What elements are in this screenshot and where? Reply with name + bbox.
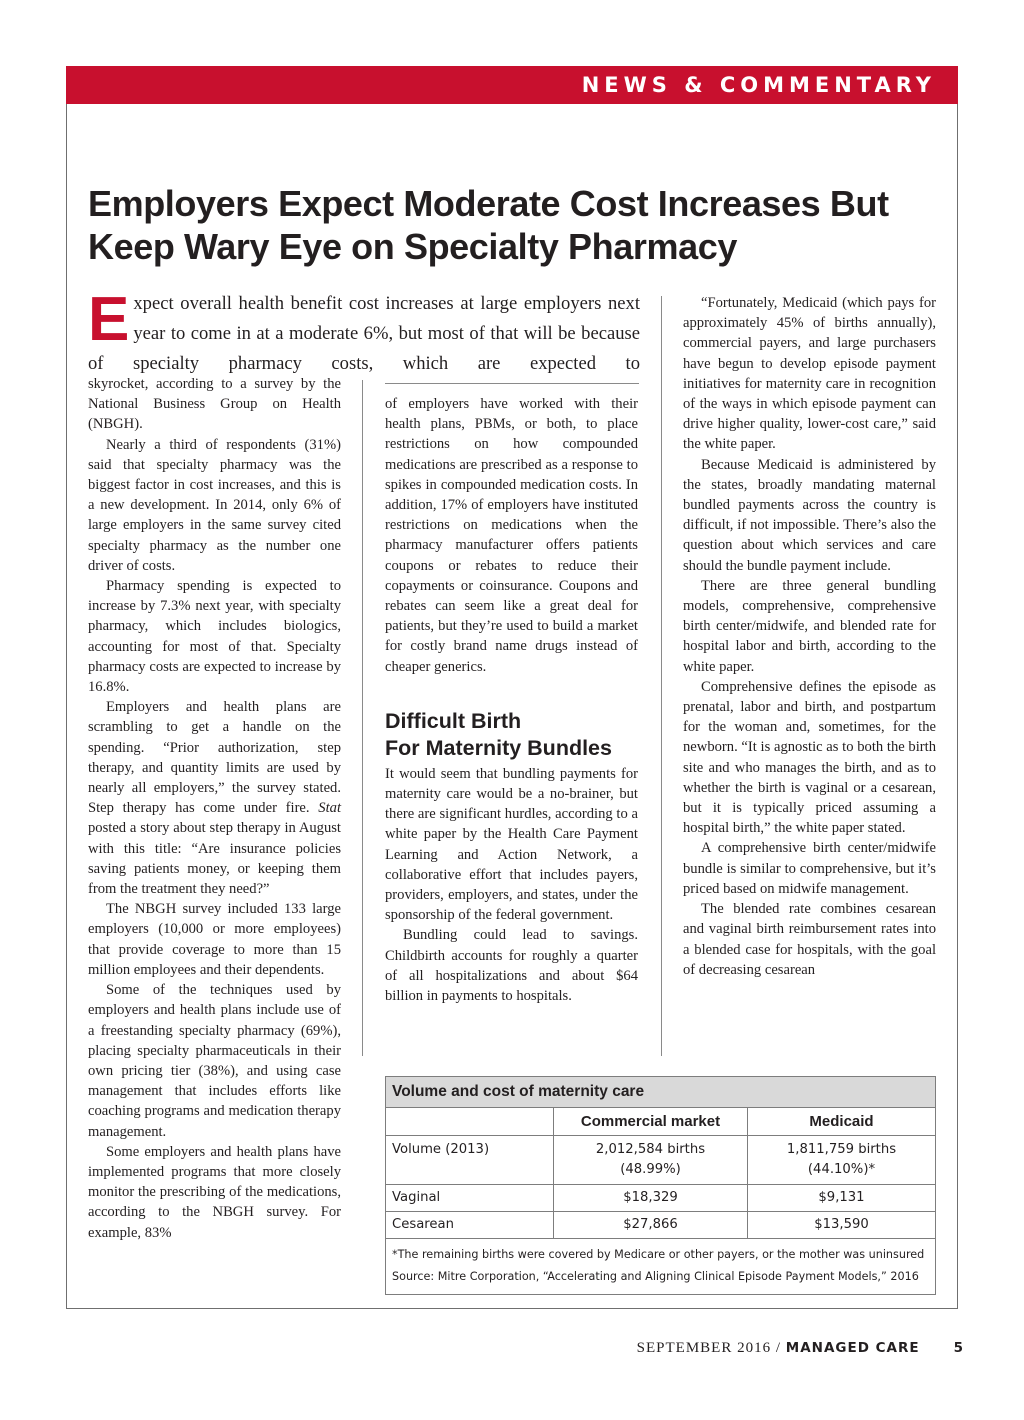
- magazine-name: MANAGED CARE: [785, 1340, 920, 1356]
- page-number: 5: [953, 1340, 964, 1356]
- paragraph: The NBGH survey included 133 large employers (10,000 or more employees) that provide coverage to more than 15 million employees and their dependents.: [88, 901, 341, 978]
- paragraph-text: Employers and health plans are scrambling to get a handle on the spending. “Prior authorization, step therapy, and quantity limits are used by nearly all employers,” the survey stated. Step therapy has come under fire.: [88, 699, 341, 817]
- paragraph-text: posted a story about step therapy in August with this title: “Are insurance policies saving patients money, or keeping them from the treatment they need?”: [88, 820, 341, 898]
- column-1: [88, 374, 341, 1243]
- column-rule-2: [661, 296, 662, 1056]
- table-cell: [748, 1136, 936, 1185]
- table-cell: [554, 1136, 748, 1185]
- table-cell: $18,329: [554, 1185, 748, 1212]
- subheading: [385, 708, 638, 762]
- subheading-line: For Maternity Bundles: [385, 735, 612, 760]
- cell-line: (44.10%)*: [807, 1162, 876, 1177]
- paragraph: Comprehensive defines the episode as prenatal, labor and birth, and postpartum for the woman and, sometimes, for the newborn. “It is agnostic as to both the birth site and who manages the birth, and as to whether the birth is vaginal or a cesarean, but it is typically priced assuming a hospital birth,” the white paper stated.: [683, 678, 936, 837]
- section-label: NEWS & COMMENTARY: [66, 66, 958, 104]
- issue-date: SEPTEMBER 2016: [636, 1340, 772, 1356]
- paragraph: A comprehensive birth center/midwife bundle is similar to comprehensive, but it’s priced based on midwife management.: [683, 840, 936, 897]
- paragraph: Nearly a third of respondents (31%) said that specialty pharmacy was the biggest factor in cost increases, and this is a new development. In 2014, only 6% of large employers in the same survey cited specialty pharmacy as the number one driver of costs.: [88, 436, 341, 574]
- table-row: [386, 1212, 935, 1239]
- paragraph: It would seem that bundling payments for maternity care would be a no-brainer, but there are significant hurdles, according to a white paper by the Health Care Payment Learning and Action Network, a collaborative effort that includes payers, providers, employers, and states, under the sponsorship of the federal government.: [385, 765, 638, 924]
- table-row: [386, 1185, 935, 1212]
- column-3: [683, 293, 936, 980]
- lead-text: xpect overall health benefit cost increases at large employers next year to come in at a moderate 6%, but most of that will be because of specialty pharmacy costs, which are expected to: [88, 293, 640, 374]
- paragraph: Some employers and health plans have implemented programs that more closely monitor the prescribing of the medications, according to the NBGH survey. For example, 83%: [88, 1143, 341, 1241]
- cell-line: (48.99%): [620, 1162, 681, 1177]
- table-header-cell: [386, 1108, 554, 1136]
- table-grid: [386, 1108, 935, 1238]
- paragraph: Because Medicaid is administered by the states, broadly mandating maternal bundled payments across the country is difficult, if not impossible. There’s also the question about which services and care should the bundle payment include.: [683, 456, 936, 574]
- paragraph: skyrocket, according to a survey by the National Business Group on Health (NBGH).: [88, 376, 341, 433]
- paragraph: The blended rate combines cesarean and vaginal birth reimbursement rates into a blended case for hospitals, with the goal of decreasing cesarean: [683, 901, 936, 978]
- table-cell: $13,590: [748, 1212, 936, 1239]
- paragraph: of employers have worked with their health plans, PBMs, or both, to place restrictions on how compounded medications are prescribed as a response to spikes in compounded medication costs. In addition, 17% of employers have instituted restrictions on medications when the pharmacy manufacturer offers patients coupons or rebates to reduce their copayments or coinsurance. Coupons and rebates can seem like a great deal for patients, but they’re used to build a market for costly brand name drugs instead of cheaper generics.: [385, 396, 638, 675]
- paragraph: Pharmacy spending is expected to increase by 7.3% next year, with specialty pharmacy, which includes biologics, accounting for most of that. Specialty pharmacy costs are expected to increase by 16.8%.: [88, 578, 341, 696]
- table-cell: $27,866: [554, 1212, 748, 1239]
- article-headline: Employers Expect Moderate Cost Increases But Keep Wary Eye on Specialty Pharmacy: [88, 183, 889, 267]
- table-cell: $9,131: [748, 1185, 936, 1212]
- table-title: Volume and cost of maternity care: [386, 1077, 935, 1108]
- column-2: [385, 394, 638, 1006]
- lead-paragraph: [88, 285, 640, 379]
- table-row: [386, 1136, 935, 1185]
- table-header-cell: Commercial market: [554, 1108, 748, 1136]
- maternity-cost-table: [385, 1076, 936, 1295]
- lead-divider: [385, 383, 639, 384]
- row-label: Cesarean: [386, 1212, 554, 1239]
- paragraph: Some of the techniques used by employers and health plans include use of a freestanding specialty pharmacy (69%), placing specialty pharmaceuticals in their own pricing tier (38%), and using case management that includes efforts like coaching programs and medication therapy management.: [88, 982, 341, 1140]
- subheading-line: Difficult Birth: [385, 708, 522, 733]
- paragraph: Bundling could lead to savings. Childbirth accounts for roughly a quarter of all hospitalizations and about $64 billion in payments to hospitals.: [385, 927, 638, 1005]
- row-label: Volume (2013): [386, 1136, 554, 1185]
- publication-name: Stat: [318, 800, 341, 817]
- row-label: Vaginal: [386, 1185, 554, 1212]
- table-notes: [386, 1238, 935, 1294]
- footer-separator: /: [771, 1340, 786, 1356]
- table-header-cell: Medicaid: [748, 1108, 936, 1136]
- table-source: Source: Mitre Corporation, “Accelerating and Aligning Clinical Episode Payment Models,” 2016: [392, 1270, 919, 1283]
- paragraph: There are three general bundling models, comprehensive, comprehensive birth center/midwife, and blended rate for hospital labor and birth, according to the white paper.: [683, 577, 936, 675]
- table-footnote: *The remaining births were covered by Medicare or other payers, or the mother was uninsured: [392, 1248, 925, 1261]
- drop-cap: E: [88, 285, 130, 354]
- paragraph: “Fortunately, Medicaid (which pays for approximately 45% of births annually), commercial payers, and large purchasers have begun to develop episode payment initiatives for maternity care in recognition of the ways in which episode payment can drive higher quality, lower-cost care,” said the white paper.: [683, 295, 936, 453]
- paragraph: [88, 697, 341, 899]
- cell-line: 2,012,584 births: [595, 1142, 706, 1157]
- table-header-row: [386, 1108, 935, 1136]
- column-rule-1: [362, 380, 363, 1056]
- cell-line: 1,811,759 births: [786, 1142, 897, 1157]
- page-footer: [560, 1340, 964, 1357]
